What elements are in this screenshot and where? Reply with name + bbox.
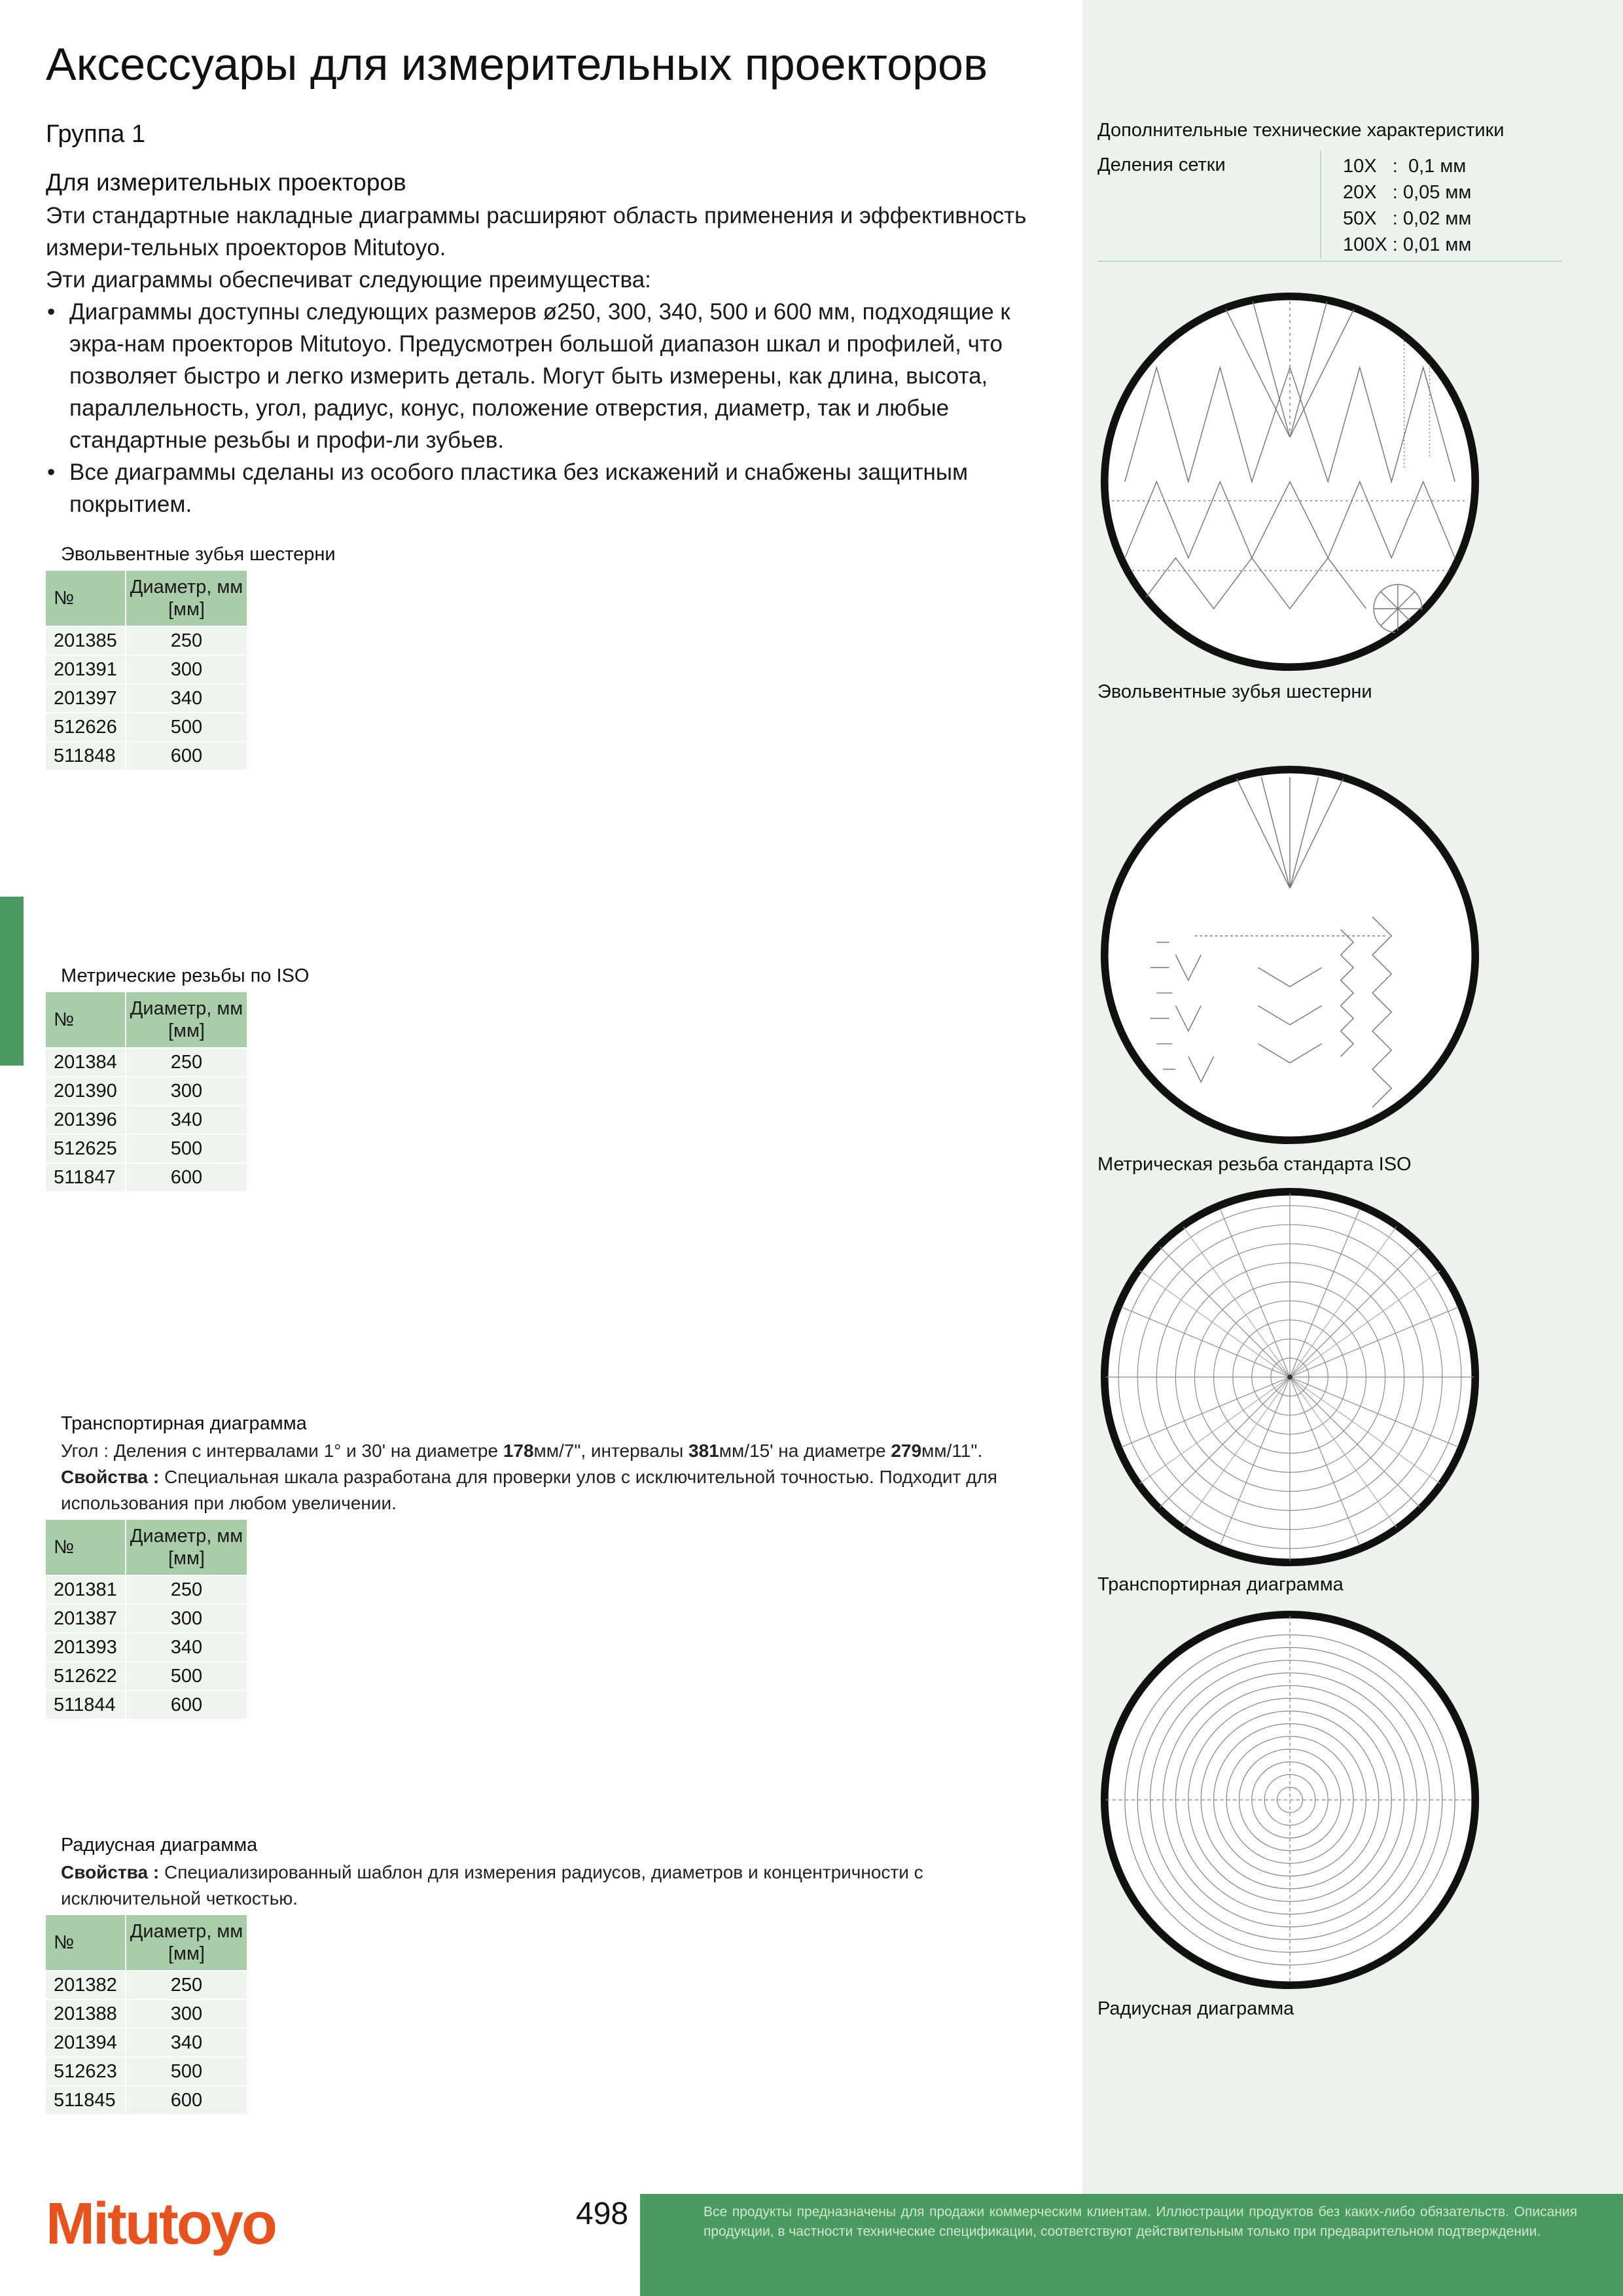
table-row [46,1604,248,1632]
table-row [46,1999,248,2028]
cell-number: 511845 [46,2085,126,2114]
table-row [46,1134,248,1162]
col-header-number: № [46,1915,126,1970]
table-title-iso-thread: Метрические резьбы по ISO [61,965,310,986]
col-header-diameter: Диаметр, мм [мм] [126,1915,248,1970]
cell-number: 201391 [46,655,126,683]
cell-number: 201387 [46,1604,126,1632]
table-row [46,1575,248,1604]
cell-diameter: 340 [126,1632,248,1661]
table-row [46,655,248,683]
group-title: Группа 1 [46,120,146,148]
protractor-chart-image [1099,1187,1480,1568]
col-header-number: № [46,1520,126,1575]
cell-diameter: 500 [126,2056,248,2085]
radius-properties-desc [61,1859,1029,1912]
cell-diameter: 600 [126,2085,248,2114]
desc-text: мм/15' на диаметре [719,1441,891,1461]
grid-value: 10X : 0,1 мм [1343,156,1467,177]
chapter-tab-marker [0,897,24,1066]
cell-diameter: 500 [126,1661,248,1690]
col-header-diameter: Диаметр, мм [мм] [126,1520,248,1575]
intro-paragraph: Эти диаграммы обеспечиват следующие преимущества: [46,267,651,293]
desc-text: мм/7", интервалы [533,1441,689,1461]
col-header-diameter: Диаметр, мм [мм] [126,571,248,626]
grid-value: 20X : 0,05 мм [1343,182,1472,203]
section-title: Для измерительных проекторов [46,169,406,196]
table-row [46,626,248,655]
cell-number: 201397 [46,683,126,712]
table-row [46,1632,248,1661]
cell-number: 201388 [46,1999,126,2028]
cell-number: 201382 [46,1970,126,1999]
grid-value: 50X : 0,02 мм [1343,208,1472,229]
divider [1320,151,1321,259]
page-title: Аксессуары для измерительных проекторов [46,39,988,90]
table-row [46,741,248,770]
cell-number: 511848 [46,741,126,770]
desc-value: 178 [503,1441,534,1461]
iso-thread-chart-image [1099,764,1480,1145]
table-row [46,683,248,712]
cell-number: 201393 [46,1632,126,1661]
table-row [46,1047,248,1076]
cell-number: 201396 [46,1105,126,1134]
desc-label: Угол : [61,1441,114,1461]
cell-diameter: 300 [126,1999,248,2028]
cell-diameter: 600 [126,741,248,770]
cell-number: 201385 [46,626,126,655]
cell-number: 511844 [46,1690,126,1719]
desc-label: Свойства : [61,1467,164,1487]
benefits-list [46,296,1060,520]
radius-chart-image [1099,1609,1480,1990]
grid-divisions-table [1097,151,1562,262]
cell-diameter: 340 [126,683,248,712]
cell-number: 512622 [46,1661,126,1690]
cell-number: 512623 [46,2056,126,2085]
desc-value: 381 [688,1441,719,1461]
cell-diameter: 300 [126,1604,248,1632]
col-header-diameter: Диаметр, мм [мм] [126,992,248,1047]
cell-diameter: 250 [126,626,248,655]
cell-number: 512626 [46,712,126,741]
table-title-involute: Эвольвентные зубья шестерни [61,544,336,565]
desc-text: Деления с интервалами 1° и 30' на диаметре [113,1441,503,1461]
list-item: • Диаграммы доступны следующих размеров ø250, 300, 340, 500 и 600 мм, подходящие к экра-нам проекторов Mitutoyo. Предусмотрен большой диапазон шкал и профилей, что позволяет быстро и легко измерить деталь. Могут быть измерены, как длина, высота, параллельность, угол, радиус, конус, положение отверстия, диаметр, так и любые стандартные резьбы и профи-ли зубьев. [46,296,1060,456]
cell-diameter: 340 [126,1105,248,1134]
page-number: 498 [576,2197,629,2231]
caption-radius: Радиусная диаграмма [1097,1998,1294,2019]
protractor-angle-desc [61,1438,1029,1464]
footer-disclaimer: Все продукты предназначены для продажи коммерческим клиентам. Иллюстрации продуктов без каких-либо обязательств. Описания продукции, в частности технические спецификации, соответствуют действительным только при предварительном подтверждении. [704,2204,1577,2239]
cell-diameter: 300 [126,1076,248,1105]
cell-diameter: 600 [126,1690,248,1719]
cell-diameter: 300 [126,655,248,683]
list-item: • Все диаграммы сделаны из особого пластика без искажений и снабжены защитным покрытием. [46,456,1060,520]
cell-diameter: 250 [126,1047,248,1076]
protractor-properties-desc [61,1464,1029,1516]
table-row [46,1661,248,1690]
intro-text [46,200,1060,520]
cell-diameter: 600 [126,1162,248,1191]
cell-diameter: 340 [126,2028,248,2056]
desc-value: 279 [891,1441,922,1461]
involute-gear-chart-image [1099,291,1480,672]
caption-involute-gear: Эвольвентные зубья шестерни [1097,681,1372,702]
desc-text: Специализированный шаблон для измерения радиусов, диаметров и концентричности с исключительной четкостью. [61,1862,923,1909]
cell-number: 201394 [46,2028,126,2056]
cell-diameter: 250 [126,1575,248,1604]
intro-paragraph: Эти стандартные накладные диаграммы расширяют область применения и эффективность измери-тельных проекторов Mitutoyo. [46,203,1027,260]
cell-number: 201390 [46,1076,126,1105]
table-title-radius: Радиусная диаграмма [61,1835,258,1856]
mitutoyo-logo: Mitutoyo [46,2191,276,2257]
table-row [46,2085,248,2114]
cell-number: 511847 [46,1162,126,1191]
table-row [46,1162,248,1191]
table-row [46,1970,248,1999]
table-radius [46,1915,248,2114]
cell-number: 201381 [46,1575,126,1604]
cell-diameter: 500 [126,712,248,741]
table-involute-gear [46,571,248,770]
table-protractor [46,1520,248,1719]
cell-diameter: 250 [126,1970,248,1999]
col-header-number: № [46,992,126,1047]
table-row [46,2056,248,2085]
grid-divisions-label: Деления сетки [1097,154,1226,175]
desc-text: Специальная шкала разработана для проверки улов с исключительной точностью. Подходит для использования при любом увеличении. [61,1467,997,1513]
caption-iso-thread: Метрическая резьба стандарта ISO [1097,1154,1412,1175]
additional-specs-title: Дополнительные технические характеристики [1097,120,1505,141]
grid-value: 100X : 0,01 мм [1343,234,1472,255]
table-row [46,1690,248,1719]
table-row [46,2028,248,2056]
table-row [46,1105,248,1134]
desc-text: мм/11". [921,1441,983,1461]
col-header-number: № [46,571,126,626]
table-iso-metric-thread [46,992,248,1191]
cell-diameter: 500 [126,1134,248,1162]
table-row [46,1076,248,1105]
cell-number: 201384 [46,1047,126,1076]
cell-number: 512625 [46,1134,126,1162]
table-title-protractor: Транспортирная диаграмма [61,1413,307,1434]
table-row [46,712,248,741]
caption-protractor: Транспортирная диаграмма [1097,1574,1344,1595]
desc-label: Свойства : [61,1862,164,1882]
grid-divisions-values [1343,153,1471,258]
